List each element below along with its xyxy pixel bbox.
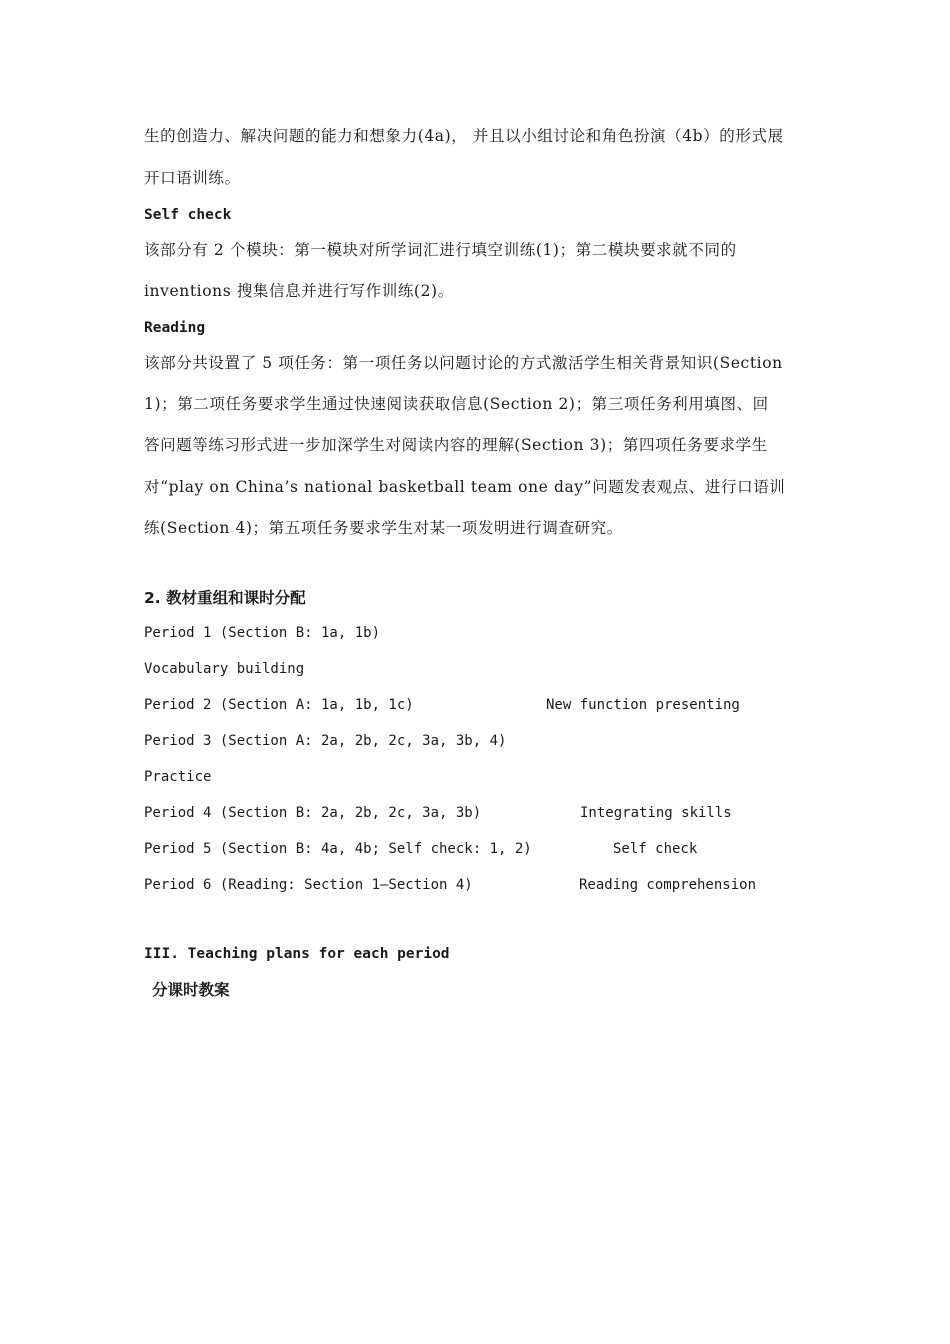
reading-line-5: 练(Section 4)；第五项任务要求学生对某一项发明进行调查研究。 — [144, 519, 623, 537]
self-check-line-1: 该部分有 2 个模块：第一模块对所学词汇进行填空训练(1)；第二模块要求就不同的 — [144, 241, 737, 259]
period-focus: Reading comprehension — [579, 877, 757, 893]
period-focus: Self check — [613, 841, 698, 857]
reading-title: Reading — [144, 320, 206, 336]
reading-line-3: 答问题等练习形式进一步加深学生对阅读内容的理解(Section 3)；第四项任务要求学生 — [144, 436, 768, 454]
period-line: Period 4 (Section B: 2a, 2b, 2c, 3a, 3b) — [144, 805, 482, 821]
reading-line-1: 该部分共设置了 5 项任务：第一项任务以问题讨论的方式激活学生相关背景知识(Section — [144, 354, 783, 372]
period-line: Vocabulary building — [144, 661, 305, 677]
period-line: Period 6 (Reading: Section 1—Section 4) — [144, 877, 473, 893]
period-focus: New function presenting — [546, 697, 740, 713]
reading-line-2: 1)；第二项任务要求学生通过快速阅读获取信息(Section 2)；第三项任务利用填图、回 — [144, 395, 769, 413]
reading-line-4: 对“play on China’s national basketball team one day”问题发表观点、进行口语训 — [144, 478, 786, 496]
period-line: Period 5 (Section B: 4a, 4b; Self check: 1, 2) — [144, 841, 532, 857]
section-3-heading: III. Teaching plans for each period — [144, 946, 450, 962]
intro-line-1: 生的创造力、解决问题的能力和想象力(4a)， 并且以小组讨论和角色扮演（4b）的形式展 — [144, 127, 784, 145]
section-3-subheading: 分课时教案 — [152, 981, 230, 999]
period-line: Period 3 (Section A: 2a, 2b, 2c, 3a, 3b, 4) — [144, 733, 507, 749]
period-line: Practice — [144, 769, 212, 785]
self-check-title: Self check — [144, 207, 232, 223]
period-line: Period 2 (Section A: 1a, 1b, 1c) — [144, 697, 414, 713]
period-line: Period 1 (Section B: 1a, 1b) — [144, 625, 381, 641]
self-check-line-2: inventions 搜集信息并进行写作训练(2)。 — [144, 282, 454, 300]
period-focus: Integrating skills — [580, 805, 732, 821]
intro-line-2: 开口语训练。 — [144, 169, 241, 187]
section-2-heading: 2. 教材重组和课时分配 — [144, 589, 306, 607]
